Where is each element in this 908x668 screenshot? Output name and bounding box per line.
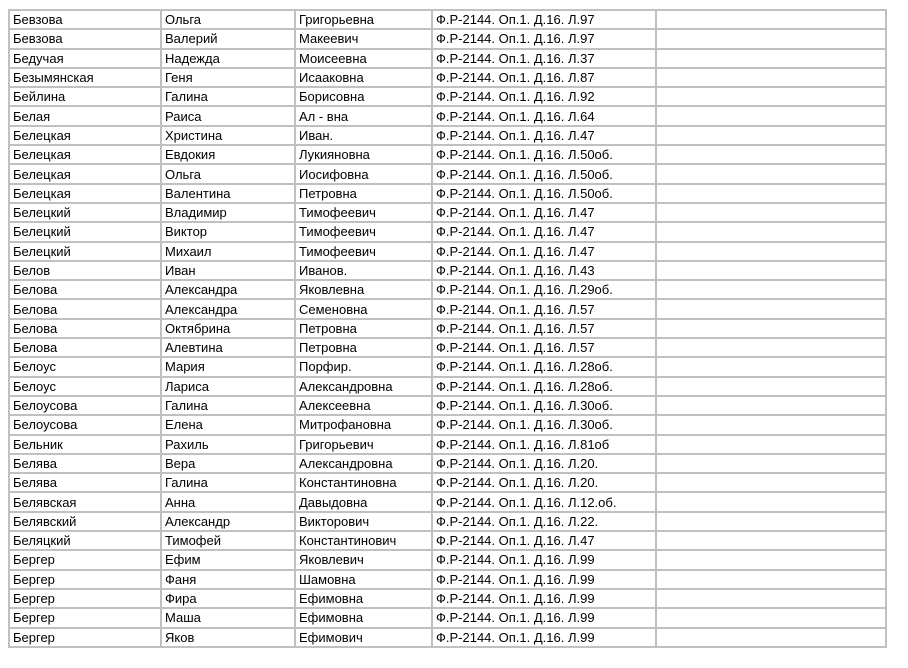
records-table-body	[10, 11, 885, 646]
patronymic-cell: Порфир.	[296, 358, 433, 377]
table-row	[10, 165, 885, 184]
surname-cell: Безымянская	[10, 69, 162, 88]
notes-cell	[657, 378, 885, 397]
notes-cell	[657, 50, 885, 69]
surname-cell: Бергер	[10, 551, 162, 570]
table-row	[10, 185, 885, 204]
table-row	[10, 107, 885, 126]
table-row	[10, 378, 885, 397]
archive-reference-cell: Ф.Р-2144. Оп.1. Д.16. Л.30об.	[433, 416, 657, 435]
table-row	[10, 358, 885, 377]
first-name-cell: Христина	[162, 127, 296, 146]
records-table	[8, 9, 887, 648]
surname-cell: Бевзова	[10, 11, 162, 30]
archive-reference-cell: Ф.Р-2144. Оп.1. Д.16. Л.47	[433, 127, 657, 146]
patronymic-cell: Викторович	[296, 513, 433, 532]
table-row	[10, 416, 885, 435]
table-row	[10, 204, 885, 223]
table-row	[10, 30, 885, 49]
archive-reference-cell: Ф.Р-2144. Оп.1. Д.16. Л.57	[433, 300, 657, 319]
surname-cell: Бедучая	[10, 50, 162, 69]
first-name-cell: Октябрина	[162, 320, 296, 339]
surname-cell: Белая	[10, 107, 162, 126]
first-name-cell: Евдокия	[162, 146, 296, 165]
notes-cell	[657, 88, 885, 107]
table-row	[10, 339, 885, 358]
notes-cell	[657, 243, 885, 262]
archive-reference-cell: Ф.Р-2144. Оп.1. Д.16. Л.99	[433, 609, 657, 628]
notes-cell	[657, 455, 885, 474]
archive-reference-cell: Ф.Р-2144. Оп.1. Д.16. Л.99	[433, 551, 657, 570]
first-name-cell: Яков	[162, 629, 296, 646]
notes-cell	[657, 609, 885, 628]
notes-cell	[657, 532, 885, 551]
surname-cell: Белява	[10, 455, 162, 474]
table-row	[10, 69, 885, 88]
first-name-cell: Ольга	[162, 11, 296, 30]
notes-cell	[657, 571, 885, 590]
first-name-cell: Фаня	[162, 571, 296, 590]
first-name-cell: Валентина	[162, 185, 296, 204]
table-row	[10, 397, 885, 416]
patronymic-cell: Ефимовна	[296, 609, 433, 628]
patronymic-cell: Петровна	[296, 339, 433, 358]
first-name-cell: Александра	[162, 300, 296, 319]
first-name-cell: Михаил	[162, 243, 296, 262]
archive-reference-cell: Ф.Р-2144. Оп.1. Д.16. Л.47	[433, 223, 657, 242]
table-row	[10, 281, 885, 300]
surname-cell: Белецкая	[10, 185, 162, 204]
patronymic-cell: Моисеевна	[296, 50, 433, 69]
patronymic-cell: Яковлевич	[296, 551, 433, 570]
archive-reference-cell: Ф.Р-2144. Оп.1. Д.16. Л.97	[433, 11, 657, 30]
surname-cell: Белецкий	[10, 223, 162, 242]
patronymic-cell: Семеновна	[296, 300, 433, 319]
notes-cell	[657, 146, 885, 165]
table-row	[10, 609, 885, 628]
surname-cell: Белоус	[10, 378, 162, 397]
archive-reference-cell: Ф.Р-2144. Оп.1. Д.16. Л.50об.	[433, 146, 657, 165]
surname-cell: Белецкая	[10, 146, 162, 165]
surname-cell: Белява	[10, 474, 162, 493]
table-row	[10, 243, 885, 262]
first-name-cell: Галина	[162, 88, 296, 107]
notes-cell	[657, 397, 885, 416]
table-row	[10, 629, 885, 646]
table-row	[10, 146, 885, 165]
patronymic-cell: Митрофановна	[296, 416, 433, 435]
table-row	[10, 11, 885, 30]
table-row	[10, 513, 885, 532]
patronymic-cell: Петровна	[296, 320, 433, 339]
surname-cell: Белова	[10, 300, 162, 319]
notes-cell	[657, 551, 885, 570]
first-name-cell: Виктор	[162, 223, 296, 242]
first-name-cell: Галина	[162, 474, 296, 493]
archive-reference-cell: Ф.Р-2144. Оп.1. Д.16. Л.20.	[433, 474, 657, 493]
notes-cell	[657, 107, 885, 126]
patronymic-cell: Григорьевич	[296, 436, 433, 455]
patronymic-cell: Макеевич	[296, 30, 433, 49]
table-row	[10, 223, 885, 242]
patronymic-cell: Давыдовна	[296, 493, 433, 512]
archive-reference-cell: Ф.Р-2144. Оп.1. Д.16. Л.87	[433, 69, 657, 88]
patronymic-cell: Ал - вна	[296, 107, 433, 126]
notes-cell	[657, 416, 885, 435]
surname-cell: Белецкий	[10, 204, 162, 223]
patronymic-cell: Александровна	[296, 455, 433, 474]
surname-cell: Белова	[10, 320, 162, 339]
archive-reference-cell: Ф.Р-2144. Оп.1. Д.16. Л.64	[433, 107, 657, 126]
table-row	[10, 571, 885, 590]
surname-cell: Белецкая	[10, 127, 162, 146]
table-row	[10, 493, 885, 512]
archive-reference-cell: Ф.Р-2144. Оп.1. Д.16. Л.47	[433, 532, 657, 551]
table-row	[10, 590, 885, 609]
surname-cell: Белоусова	[10, 416, 162, 435]
patronymic-cell: Иванов.	[296, 262, 433, 281]
archive-reference-cell: Ф.Р-2144. Оп.1. Д.16. Л.47	[433, 243, 657, 262]
first-name-cell: Александра	[162, 281, 296, 300]
archive-reference-cell: Ф.Р-2144. Оп.1. Д.16. Л.20.	[433, 455, 657, 474]
first-name-cell: Геня	[162, 69, 296, 88]
first-name-cell: Маша	[162, 609, 296, 628]
first-name-cell: Тимофей	[162, 532, 296, 551]
table-row	[10, 436, 885, 455]
archive-reference-cell: Ф.Р-2144. Оп.1. Д.16. Л.92	[433, 88, 657, 107]
first-name-cell: Мария	[162, 358, 296, 377]
archive-reference-cell: Ф.Р-2144. Оп.1. Д.16. Л.50об.	[433, 165, 657, 184]
table-row	[10, 455, 885, 474]
patronymic-cell: Константинович	[296, 532, 433, 551]
surname-cell: Бергер	[10, 571, 162, 590]
archive-reference-cell: Ф.Р-2144. Оп.1. Д.16. Л.30об.	[433, 397, 657, 416]
surname-cell: Белецкий	[10, 243, 162, 262]
table-row	[10, 532, 885, 551]
archive-reference-cell: Ф.Р-2144. Оп.1. Д.16. Л.99	[433, 629, 657, 646]
notes-cell	[657, 629, 885, 646]
surname-cell: Белова	[10, 339, 162, 358]
patronymic-cell: Иосифовна	[296, 165, 433, 184]
archive-reference-cell: Ф.Р-2144. Оп.1. Д.16. Л.22.	[433, 513, 657, 532]
archive-reference-cell: Ф.Р-2144. Оп.1. Д.16. Л.99	[433, 590, 657, 609]
notes-cell	[657, 320, 885, 339]
patronymic-cell: Григорьевна	[296, 11, 433, 30]
first-name-cell: Александр	[162, 513, 296, 532]
first-name-cell: Раиса	[162, 107, 296, 126]
first-name-cell: Ефим	[162, 551, 296, 570]
patronymic-cell: Константиновна	[296, 474, 433, 493]
notes-cell	[657, 223, 885, 242]
table-row	[10, 474, 885, 493]
archive-reference-cell: Ф.Р-2144. Оп.1. Д.16. Л.28об.	[433, 358, 657, 377]
patronymic-cell: Иван.	[296, 127, 433, 146]
notes-cell	[657, 590, 885, 609]
surname-cell: Белоусова	[10, 397, 162, 416]
archive-reference-cell: Ф.Р-2144. Оп.1. Д.16. Л.43	[433, 262, 657, 281]
archive-reference-cell: Ф.Р-2144. Оп.1. Д.16. Л.37	[433, 50, 657, 69]
surname-cell: Бергер	[10, 590, 162, 609]
archive-reference-cell: Ф.Р-2144. Оп.1. Д.16. Л.57	[433, 320, 657, 339]
table-row	[10, 50, 885, 69]
surname-cell: Белявский	[10, 513, 162, 532]
patronymic-cell: Петровна	[296, 185, 433, 204]
first-name-cell: Вера	[162, 455, 296, 474]
notes-cell	[657, 262, 885, 281]
first-name-cell: Елена	[162, 416, 296, 435]
surname-cell: Белов	[10, 262, 162, 281]
first-name-cell: Владимир	[162, 204, 296, 223]
surname-cell: Белова	[10, 281, 162, 300]
notes-cell	[657, 493, 885, 512]
archive-reference-cell: Ф.Р-2144. Оп.1. Д.16. Л.50об.	[433, 185, 657, 204]
patronymic-cell: Яковлевна	[296, 281, 433, 300]
archive-reference-cell: Ф.Р-2144. Оп.1. Д.16. Л.99	[433, 571, 657, 590]
first-name-cell: Галина	[162, 397, 296, 416]
notes-cell	[657, 69, 885, 88]
table-row	[10, 551, 885, 570]
notes-cell	[657, 281, 885, 300]
first-name-cell: Иван	[162, 262, 296, 281]
patronymic-cell: Алексеевна	[296, 397, 433, 416]
patronymic-cell: Тимофеевич	[296, 223, 433, 242]
patronymic-cell: Александровна	[296, 378, 433, 397]
table-row	[10, 127, 885, 146]
table-row	[10, 300, 885, 319]
notes-cell	[657, 204, 885, 223]
first-name-cell: Ольга	[162, 165, 296, 184]
patronymic-cell: Ефимович	[296, 629, 433, 646]
surname-cell: Бейлина	[10, 88, 162, 107]
patronymic-cell: Борисовна	[296, 88, 433, 107]
notes-cell	[657, 127, 885, 146]
archive-reference-cell: Ф.Р-2144. Оп.1. Д.16. Л.29об.	[433, 281, 657, 300]
patronymic-cell: Исааковна	[296, 69, 433, 88]
surname-cell: Белецкая	[10, 165, 162, 184]
first-name-cell: Алевтина	[162, 339, 296, 358]
archive-reference-cell: Ф.Р-2144. Оп.1. Д.16. Л.97	[433, 30, 657, 49]
archive-reference-cell: Ф.Р-2144. Оп.1. Д.16. Л.57	[433, 339, 657, 358]
archive-reference-cell: Ф.Р-2144. Оп.1. Д.16. Л.81об	[433, 436, 657, 455]
surname-cell: Белоус	[10, 358, 162, 377]
table-row	[10, 88, 885, 107]
surname-cell: Бевзова	[10, 30, 162, 49]
first-name-cell: Фира	[162, 590, 296, 609]
notes-cell	[657, 436, 885, 455]
notes-cell	[657, 513, 885, 532]
notes-cell	[657, 339, 885, 358]
patronymic-cell: Лукияновна	[296, 146, 433, 165]
notes-cell	[657, 165, 885, 184]
notes-cell	[657, 474, 885, 493]
patronymic-cell: Ефимовна	[296, 590, 433, 609]
surname-cell: Бельник	[10, 436, 162, 455]
patronymic-cell: Шамовна	[296, 571, 433, 590]
table-row	[10, 320, 885, 339]
archive-reference-cell: Ф.Р-2144. Оп.1. Д.16. Л.28об.	[433, 378, 657, 397]
first-name-cell: Надежда	[162, 50, 296, 69]
notes-cell	[657, 300, 885, 319]
surname-cell: Белявская	[10, 493, 162, 512]
surname-cell: Бергер	[10, 629, 162, 646]
first-name-cell: Лариса	[162, 378, 296, 397]
archive-reference-cell: Ф.Р-2144. Оп.1. Д.16. Л.47	[433, 204, 657, 223]
first-name-cell: Валерий	[162, 30, 296, 49]
archive-reference-cell: Ф.Р-2144. Оп.1. Д.16. Л.12.об.	[433, 493, 657, 512]
surname-cell: Беляцкий	[10, 532, 162, 551]
surname-cell: Бергер	[10, 609, 162, 628]
notes-cell	[657, 185, 885, 204]
notes-cell	[657, 11, 885, 30]
first-name-cell: Рахиль	[162, 436, 296, 455]
first-name-cell: Анна	[162, 493, 296, 512]
patronymic-cell: Тимофеевич	[296, 243, 433, 262]
notes-cell	[657, 30, 885, 49]
patronymic-cell: Тимофеевич	[296, 204, 433, 223]
table-row	[10, 262, 885, 281]
notes-cell	[657, 358, 885, 377]
